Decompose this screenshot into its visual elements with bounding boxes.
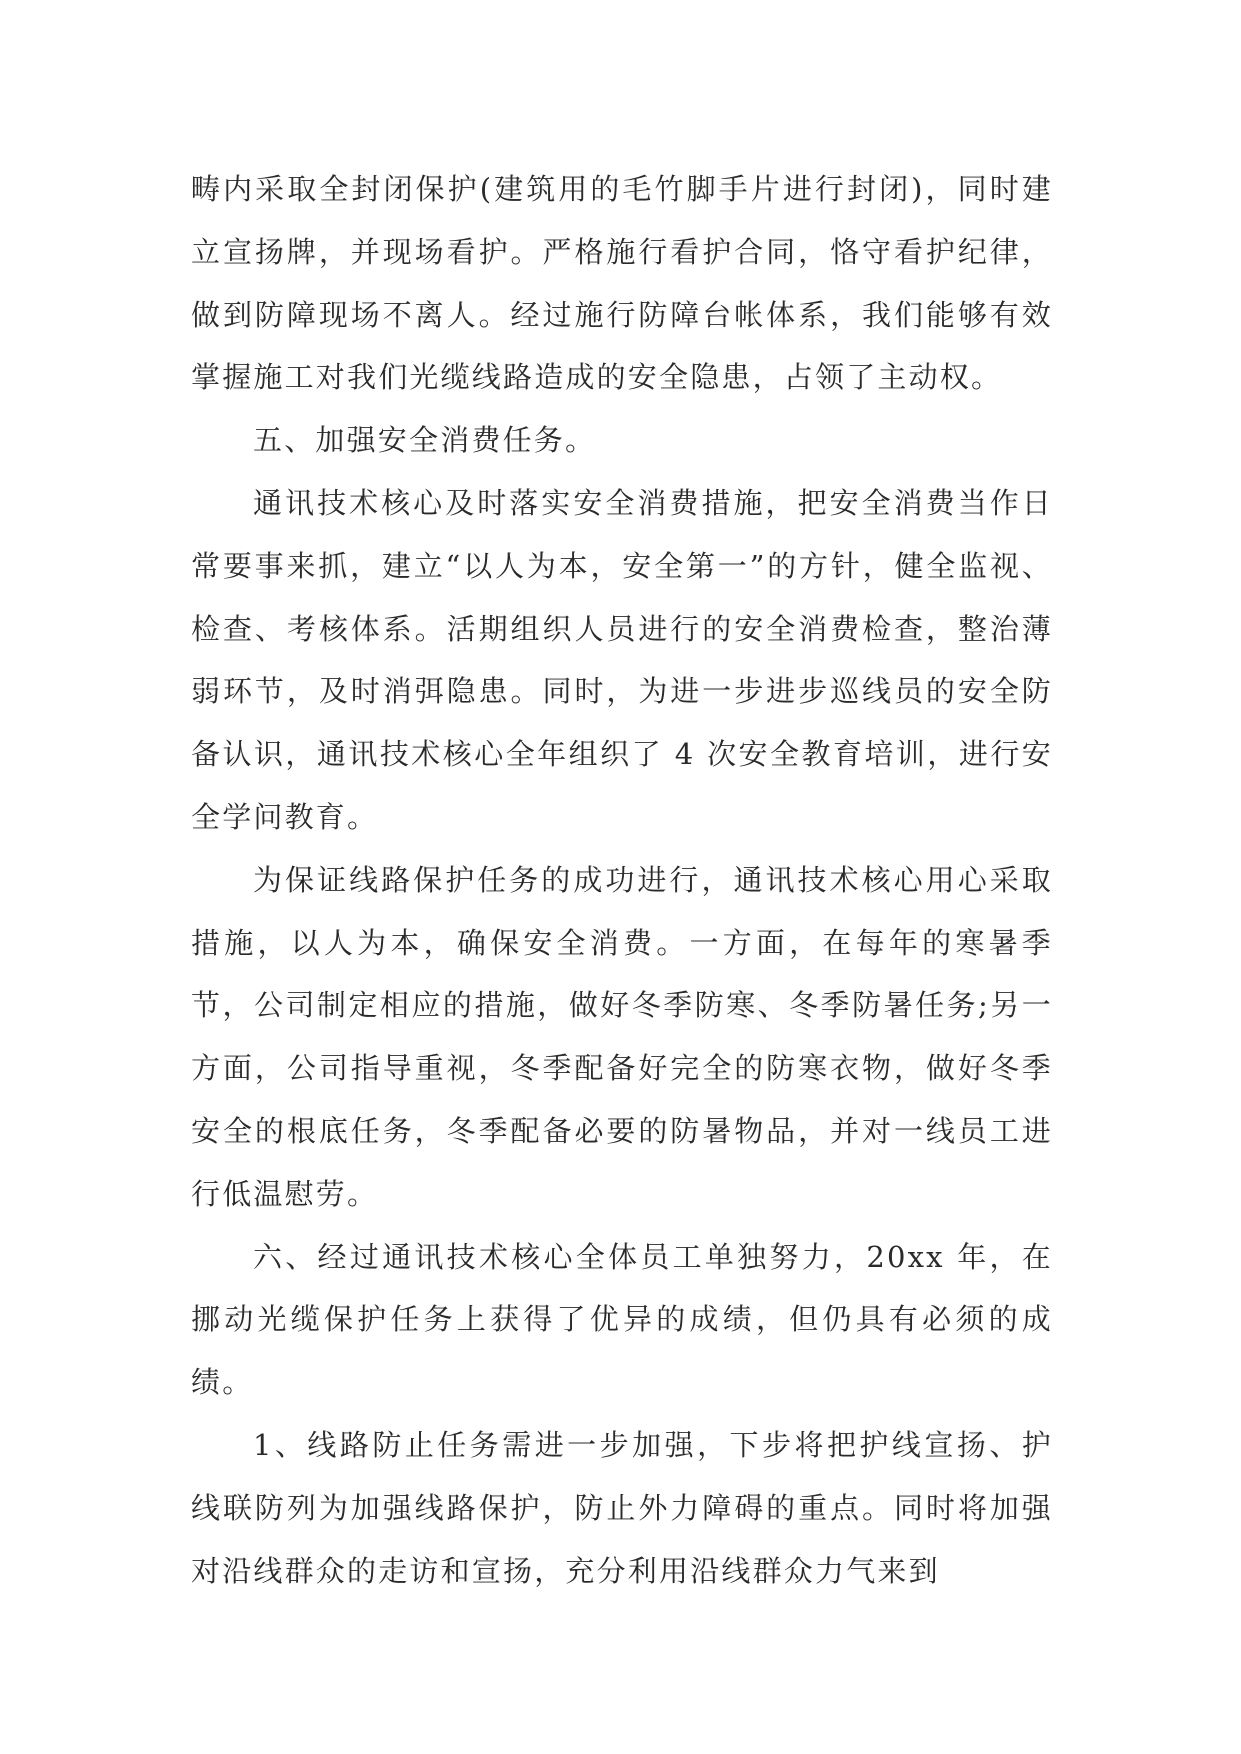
document-body (191, 158, 1053, 1602)
section-heading-five: 五、加强安全消费任务。 (253, 423, 597, 458)
paragraph-safety-measures: 通讯技术核心及时落实安全消费措施，把安全消费当作日常要事来抓，建立“以人为本，安全第一”的方针，健全监视、检查、考核体系。活期组织人员进行的安全消费检查，整治薄弱环节，及时消弭隐患。同时，为进一步进步巡线员的安全防备认识，通讯技术核心全年组织了 4 次安全教育培训，进行安全学问教育。 (191, 485, 1053, 834)
section-heading-six: 六、经过通讯技术核心全体员工单独努力，20xx 年，在挪动光缆保护任务上获得了优异的成绩，但仍具有必须的成绩。 (191, 1239, 1053, 1400)
paragraph-item-one: 1、线路防止任务需进一步加强，下步将把护线宣扬、护线联防列为加强线路保护，防止外力障碍的重点。同时将加强对沿线群众的走访和宣扬，充分利用沿线群众力气来到 (191, 1427, 1053, 1588)
paragraph-seasonal-measures: 为保证线路保护任务的成功进行，通讯技术核心用心采取措施，以人为本，确保安全消费。一方面，在每年的寒暑季节，公司制定相应的措施，做好冬季防寒、冬季防暑任务;另一方面，公司指导重视，冬季配备好完全的防寒衣物，做好冬季安全的根底任务，冬季配备必要的防暑物品，并对一线员工进行低温慰劳。 (191, 862, 1053, 1211)
paragraph-continuation: 畴内采取全封闭保护(建筑用的毛竹脚手片进行封闭)，同时建立宣扬牌，并现场看护。严格施行看护合同，恪守看护纪律，做到防障现场不离人。经过施行防障台帐体系，我们能够有效掌握施工对我们光缆线路造成的安全隐患，占领了主动权。 (191, 172, 1053, 395)
